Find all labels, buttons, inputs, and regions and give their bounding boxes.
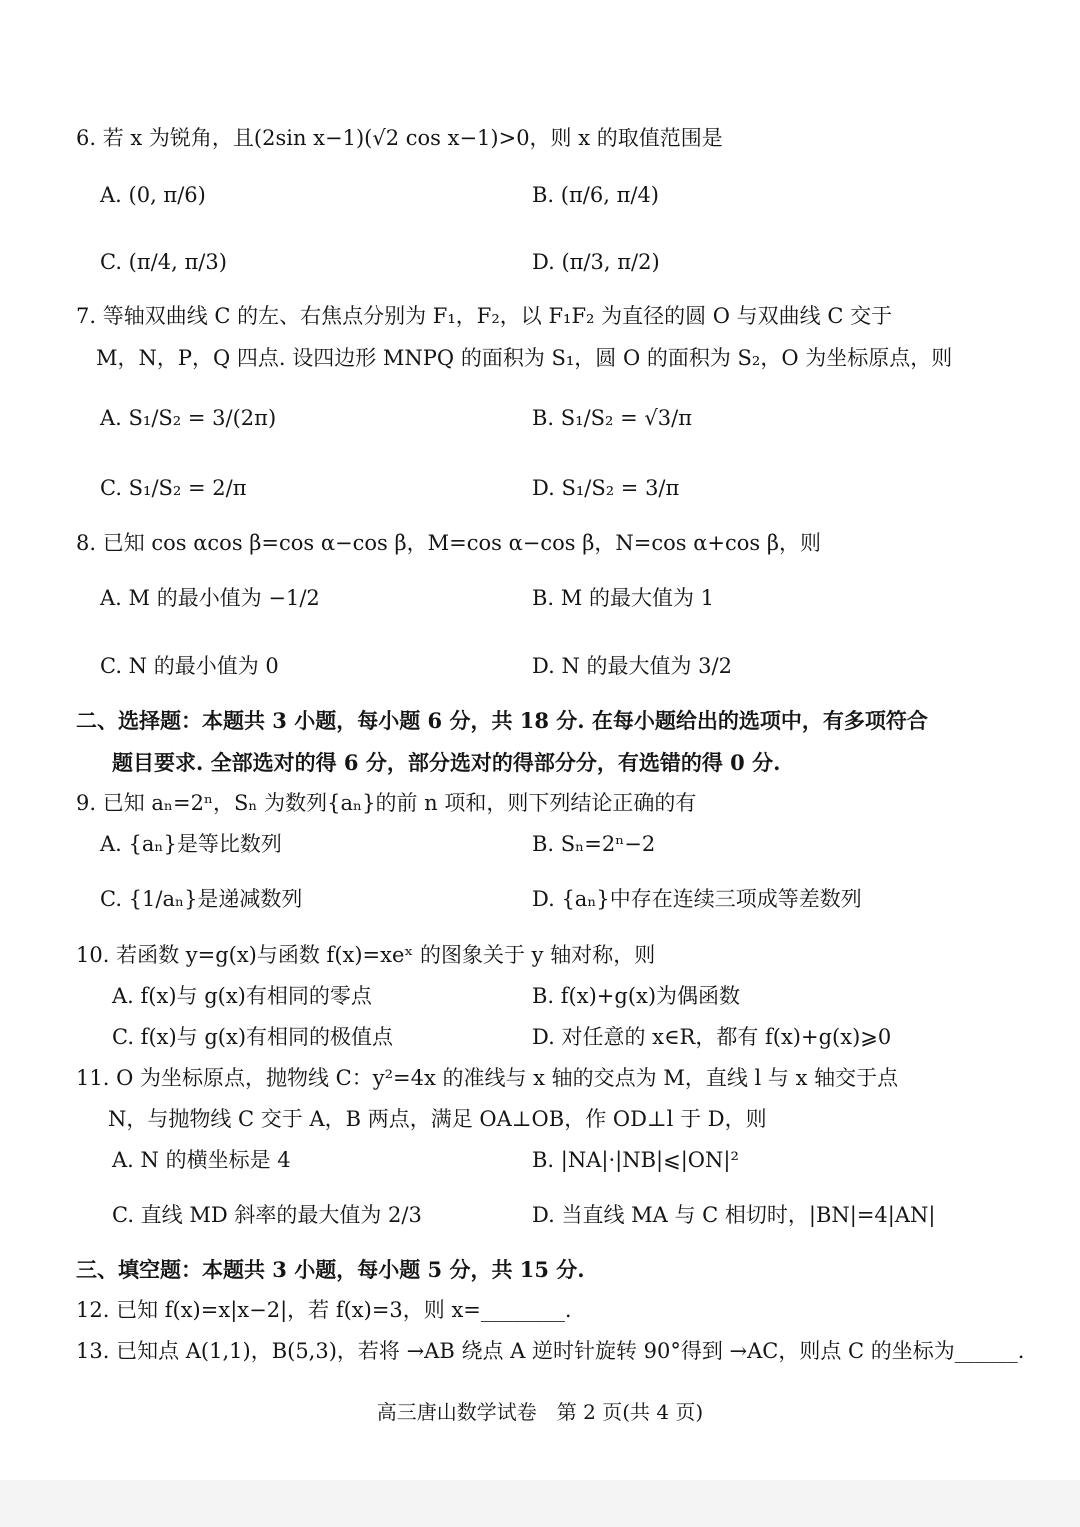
q8-option-b: B. M 的最大值为 1	[532, 586, 714, 610]
q10-option-d: D. 对任意的 x∈R，都有 f(x)+g(x)⩾0	[532, 1025, 892, 1049]
q9-option-d: D. {aₙ}中存在连续三项成等差数列	[532, 887, 862, 911]
q8-option-d: D. N 的最大值为 3/2	[532, 654, 732, 678]
q9-stem: 9. 已知 aₙ=2ⁿ，Sₙ 为数列{aₙ}的前 n 项和，则下列结论正确的有	[76, 791, 697, 815]
q6-option-b: B. (π/6, π/4)	[532, 183, 659, 207]
q6-option-d: D. (π/3, π/2)	[532, 250, 660, 274]
q11-option-b: B. |NA|·|NB|⩽|ON|²	[532, 1148, 739, 1172]
q7-stem-line2: M，N，P，Q 四点. 设四边形 MNPQ 的面积为 S₁，圆 O 的面积为 S₂，O 为坐标原点，则	[96, 346, 953, 370]
q9-option-c: C. {1/aₙ}是递减数列	[100, 887, 303, 911]
q8-stem: 8. 已知 cos αcos β=cos α−cos β，M=cos α−cos β，N=cos α+cos β，则	[76, 531, 821, 555]
q10-option-b: B. f(x)+g(x)为偶函数	[532, 984, 741, 1008]
page-bottom-shadow	[0, 1480, 1080, 1527]
q11-stem-line1: 11. O 为坐标原点，抛物线 C：y²=4x 的准线与 x 轴的交点为 M，直线 l 与 x 轴交于点	[76, 1066, 899, 1090]
q11-option-c: C. 直线 MD 斜率的最大值为 2/3	[112, 1203, 422, 1227]
q8-option-c: C. N 的最小值为 0	[100, 654, 279, 678]
q11-option-a: A. N 的横坐标是 4	[112, 1148, 291, 1172]
q7-option-b: B. S₁/S₂ = √3/π	[532, 406, 693, 430]
q10-stem: 10. 若函数 y=g(x)与函数 f(x)=xeˣ 的图象关于 y 轴对称，则	[76, 943, 656, 967]
q6-stem: 6. 若 x 为锐角，且(2sin x−1)(√2 cos x−1)>0，则 x 的取值范围是	[76, 126, 723, 150]
q7-option-d: D. S₁/S₂ = 3/π	[532, 476, 680, 500]
q11-option-d: D. 当直线 MA 与 C 相切时，|BN|=4|AN|	[532, 1203, 936, 1227]
q9-option-b: B. Sₙ=2ⁿ−2	[532, 832, 656, 856]
section2-heading-line1: 二、选择题：本题共 3 小题，每小题 6 分，共 18 分. 在每小题给出的选项中，有多项符合	[76, 708, 928, 733]
section3-heading: 三、填空题：本题共 3 小题，每小题 5 分，共 15 分.	[76, 1257, 585, 1282]
q7-option-c: C. S₁/S₂ = 2/π	[100, 476, 247, 500]
q6-option-c: C. (π/4, π/3)	[100, 250, 227, 274]
q9-option-a: A. {aₙ}是等比数列	[100, 832, 282, 856]
q13-stem: 13. 已知点 A(1,1)，B(5,3)，若将 →AB 绕点 A 逆时针旋转 90°得到 →AC，则点 C 的坐标为______.	[76, 1339, 1025, 1363]
q11-stem-line2: N，与抛物线 C 交于 A，B 两点，满足 OA⊥OB，作 OD⊥l 于 D，则	[108, 1107, 767, 1131]
q7-stem-line1: 7. 等轴双曲线 C 的左、右焦点分别为 F₁，F₂，以 F₁F₂ 为直径的圆 O 与双曲线 C 交于	[76, 304, 893, 328]
section2-heading-line2: 题目要求. 全部选对的得 6 分，部分选对的得部分分，有选错的得 0 分.	[112, 750, 781, 775]
q12-stem: 12. 已知 f(x)=x|x−2|，若 f(x)=3，则 x=________.	[76, 1298, 572, 1322]
q10-option-c: C. f(x)与 g(x)有相同的极值点	[112, 1025, 394, 1049]
page-footer: 高三唐山数学试卷 第 2 页(共 4 页)	[376, 1400, 704, 1424]
q6-option-a: A. (0, π/6)	[100, 183, 206, 207]
q10-option-a: A. f(x)与 g(x)有相同的零点	[112, 984, 372, 1008]
q8-option-a: A. M 的最小值为 −1/2	[100, 586, 320, 610]
q7-option-a: A. S₁/S₂ = 3/(2π)	[100, 406, 277, 430]
